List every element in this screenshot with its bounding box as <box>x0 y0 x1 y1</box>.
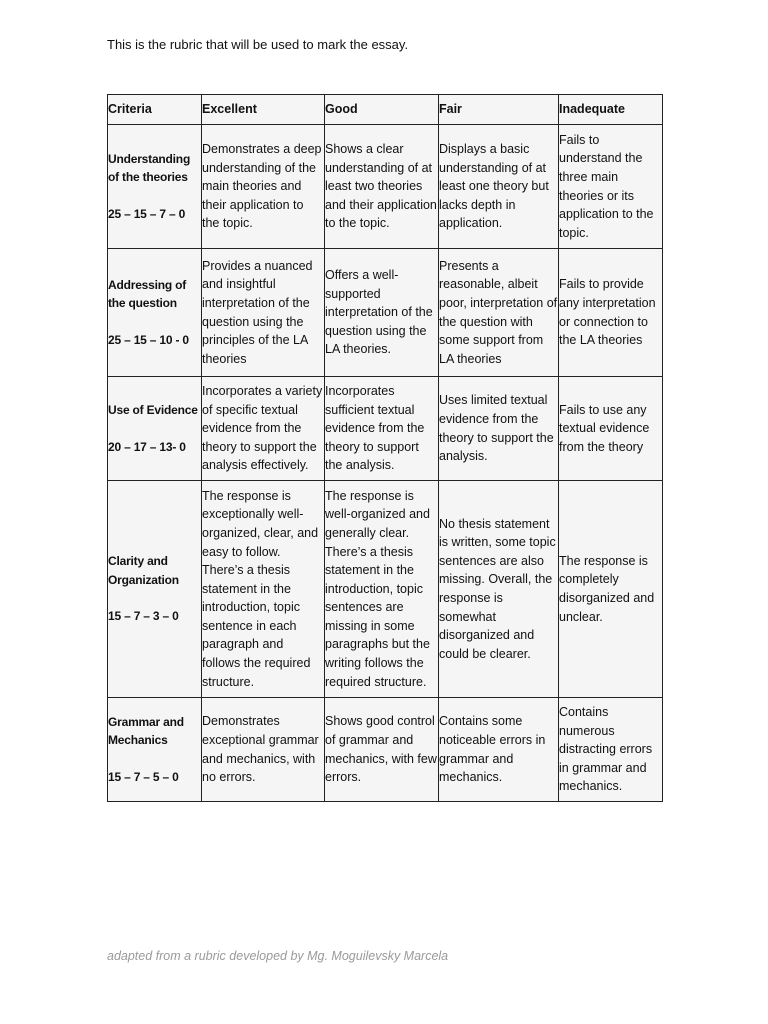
criterion-name: Clarity and Organization <box>108 554 179 587</box>
fair-cell: No thesis statement is written, some topic sentences are also missing. Overall, the response is somewhat disorganized and could be clearer. <box>439 481 559 698</box>
criterion-points: 20 – 17 – 13- 0 <box>108 439 186 454</box>
header-good: Good <box>325 95 439 125</box>
rubric-table <box>107 94 663 802</box>
criterion-cell <box>108 125 202 249</box>
table-row <box>108 698 663 802</box>
fair-cell: Presents a reasonable, albeit poor, interpretation of the question with some support from LA theories <box>439 249 559 377</box>
inadequate-cell: The response is completely disorganized and unclear. <box>559 481 663 698</box>
good-cell: Shows good control of grammar and mechanics, with few errors. <box>325 698 439 802</box>
good-cell: Offers a well-supported interpretation of the question using the LA theories. <box>325 249 439 377</box>
table-row <box>108 377 663 481</box>
fair-cell: Contains some noticeable errors in grammar and mechanics. <box>439 698 559 802</box>
excellent-cell: Incorporates a variety of specific textual evidence from the theory to support the analysis effectively. <box>202 377 325 481</box>
header-excellent: Excellent <box>202 95 325 125</box>
criterion-cell <box>108 481 202 698</box>
criterion-points: 15 – 7 – 5 – 0 <box>108 769 179 784</box>
criterion-cell <box>108 698 202 802</box>
criterion-cell <box>108 377 202 481</box>
header-criteria: Criteria <box>108 95 202 125</box>
table-row <box>108 481 663 698</box>
criterion-points: 25 – 15 – 10 - 0 <box>108 332 189 347</box>
excellent-cell: Demonstrates exceptional grammar and mechanics, with no errors. <box>202 698 325 802</box>
criterion-points: 25 – 15 – 7 – 0 <box>108 206 186 221</box>
good-cell: Incorporates sufficient textual evidence from the theory to support the analysis. <box>325 377 439 481</box>
good-cell: The response is well-organized and generally clear. There’s a thesis statement in the introduction, topic sentences are missing in some paragraphs but the writing follows the required structure. <box>325 481 439 698</box>
intro-text: This is the rubric that will be used to mark the essay. <box>107 37 409 52</box>
criterion-points: 15 – 7 – 3 – 0 <box>108 609 179 624</box>
header-fair: Fair <box>439 95 559 125</box>
attribution-footer: adapted from a rubric developed by Mg. Moguilevsky Marcela <box>107 949 449 963</box>
excellent-cell: Demonstrates a deep understanding of the main theories and their application to the topic. <box>202 125 325 249</box>
table-row <box>108 249 663 377</box>
header-row <box>108 95 663 125</box>
criterion-cell <box>108 249 202 377</box>
inadequate-cell: Contains numerous distracting errors in grammar and mechanics. <box>559 698 663 802</box>
fair-cell: Uses limited textual evidence from the theory to support the analysis. <box>439 377 559 481</box>
header-inadequate: Inadequate <box>559 95 663 125</box>
criterion-name: Grammar and Mechanics <box>108 714 184 748</box>
excellent-cell: The response is exceptionally well-organized, clear, and easy to follow. There’s a thesis statement in the introduction, topic sentence in each paragraph and follows the required structure. <box>202 481 325 698</box>
criterion-name: Addressing of the question <box>108 277 187 311</box>
criterion-name: Use of Evidence <box>108 402 198 417</box>
fair-cell: Displays a basic understanding of at least one theory but lacks depth in application. <box>439 125 559 249</box>
good-cell: Shows a clear understanding of at least two theories and their application to the topic. <box>325 125 439 249</box>
inadequate-cell: Fails to use any textual evidence from the theory <box>559 377 663 481</box>
inadequate-cell: Fails to provide any interpretation or connection to the LA theories <box>559 249 663 377</box>
inadequate-cell: Fails to understand the three main theories or its application to the topic. <box>559 125 663 249</box>
excellent-cell: Provides a nuanced and insightful interpretation of the question using the principles of the LA theories <box>202 249 325 377</box>
criterion-name: Understanding of the theories <box>108 151 191 185</box>
table-row <box>108 125 663 249</box>
